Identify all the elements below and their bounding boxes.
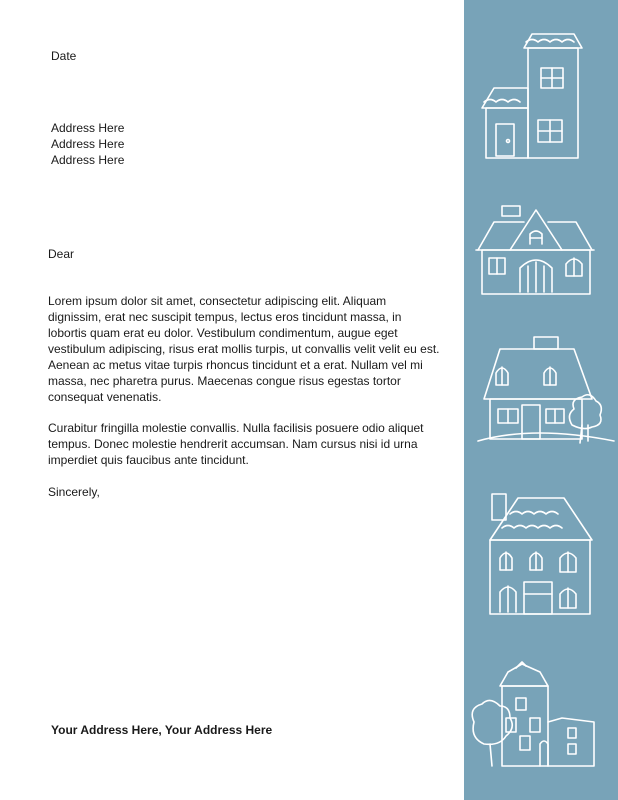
house-3-icon: [464, 333, 618, 453]
decorative-sidebar: [464, 0, 618, 800]
footer-address: Your Address Here, Your Address Here: [51, 723, 273, 737]
house-4-icon: [464, 488, 618, 618]
address-line: Address Here: [51, 153, 125, 167]
body-paragraph-1: Lorem ipsum dolor sit amet, consectetur adipiscing elit. Aliquam dignissim, erat nec suscipit tempus, lectus eros tincidunt massa, in lobortis quam erat eu dolor. Vestibulum condimentum, augue eget vestibulum adipiscing, risus erat mollis turpis, ut convallis velit velit eu est. Aenean ac metus vitae turpis rhoncus tincidunt et a erat. Nullam vel mi massa, nec pharetra purus. Maecenas congue risus egestas tortor consequat venenatis.: [48, 294, 440, 404]
address-line: Address Here: [51, 121, 125, 135]
house-1-icon: [464, 28, 618, 163]
house-2-icon: [464, 200, 618, 300]
salutation: Dear: [48, 247, 75, 261]
address-line: Address Here: [51, 137, 125, 151]
house-5-icon: [464, 658, 618, 770]
recipient-address: [51, 120, 124, 168]
closing-text: Sincerely,: [48, 485, 100, 499]
body-paragraph-2: Curabitur fringilla molestie convallis. Nulla facilisis posuere odio aliquet tempus. Donec molestie hendrerit accumsan. Nam cursus nisi id urna imperdiet quis faucibus ante tincidunt.: [48, 421, 424, 467]
date-text: Date: [51, 49, 77, 63]
